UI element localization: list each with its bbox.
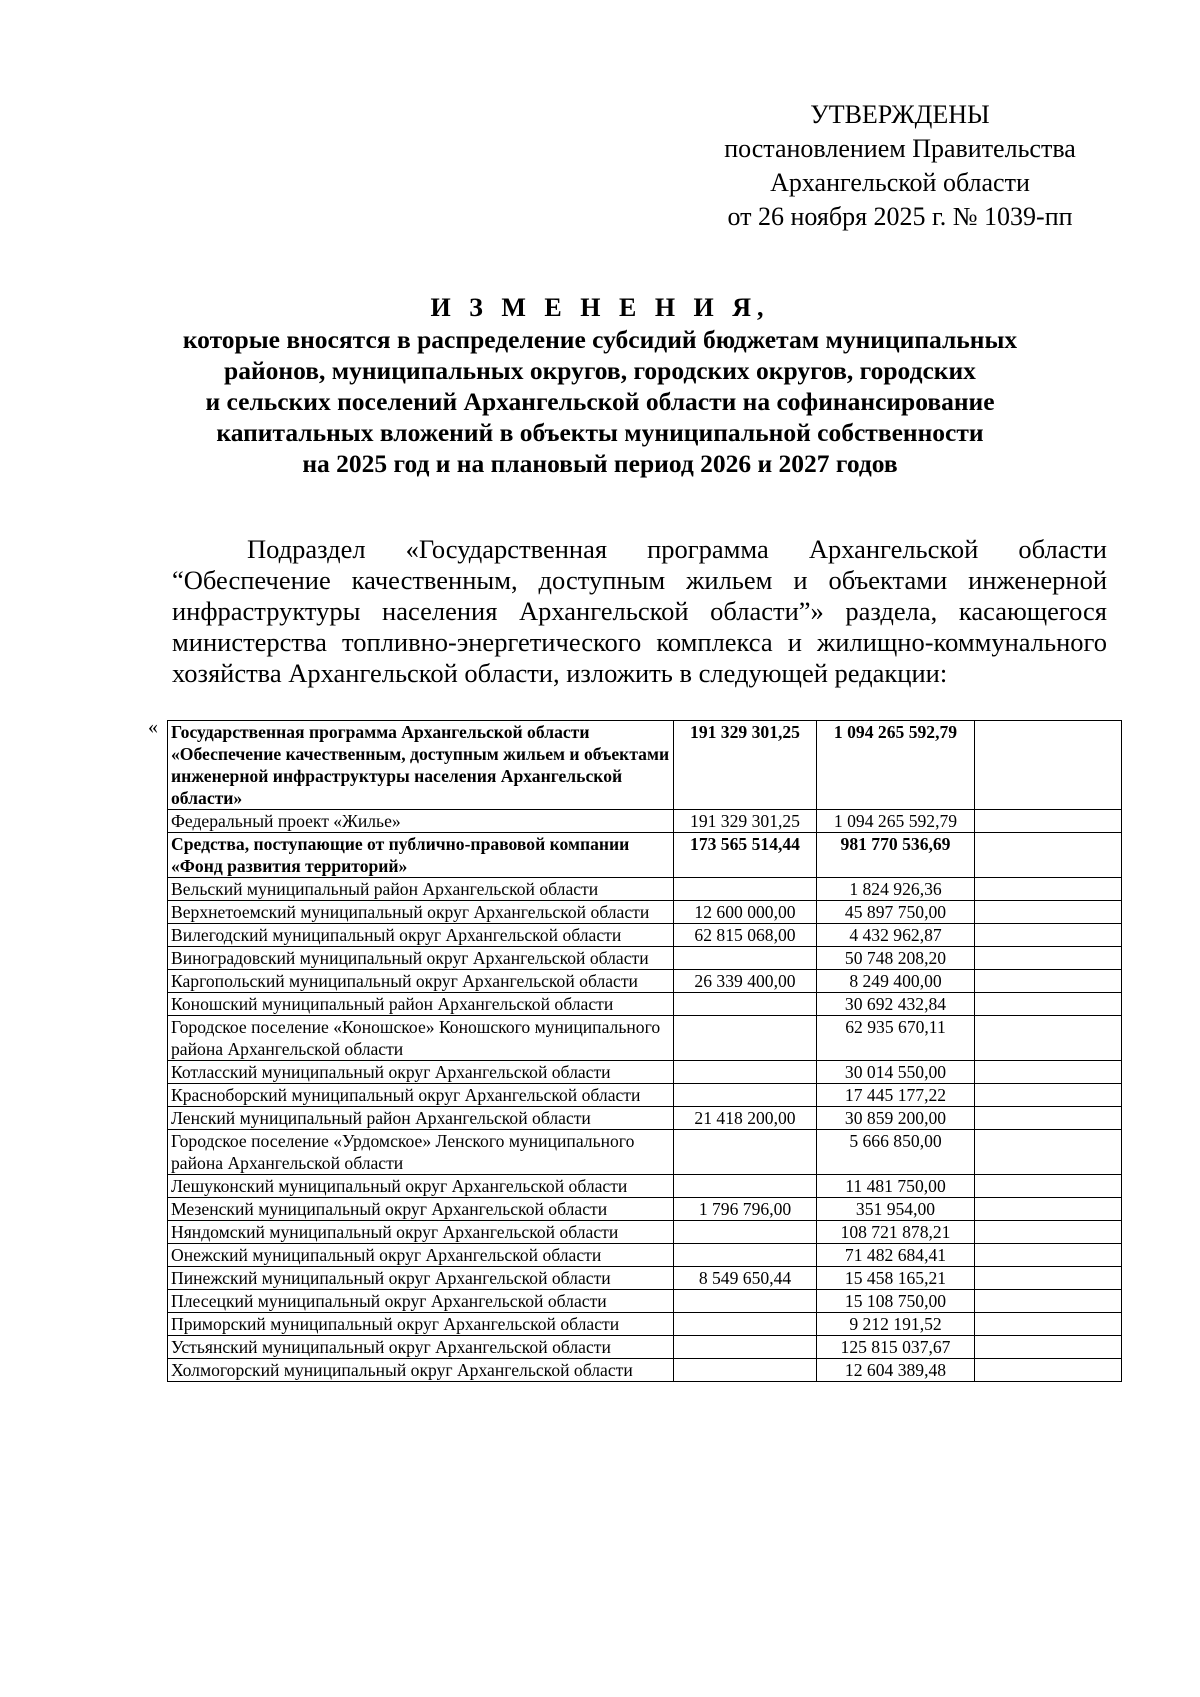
table-row <box>168 1107 1122 1130</box>
row-value-2025-cell: 62 815 068,00 <box>674 924 817 947</box>
row-value-2026-cell: 30 014 550,00 <box>817 1061 975 1084</box>
row-value-2026-cell: 15 458 165,21 <box>817 1267 975 1290</box>
row-name-cell: Устьянский муниципальный округ Архангельской области <box>168 1336 674 1359</box>
row-name-cell: Городское поселение «Коношское» Коношского муниципального района Архангельской области <box>168 1016 674 1061</box>
row-value-2027-cell <box>975 721 1122 810</box>
row-value-2027-cell <box>975 810 1122 833</box>
row-value-2025-cell: 8 549 650,44 <box>674 1267 817 1290</box>
subsidy-table <box>167 720 1122 1382</box>
row-name-cell: Пинежский муниципальный округ Архангельской области <box>168 1267 674 1290</box>
row-value-2025-cell <box>674 1130 817 1175</box>
table-row <box>168 1061 1122 1084</box>
intro-paragraph <box>172 534 1107 689</box>
row-value-2026-cell: 4 432 962,87 <box>817 924 975 947</box>
table-row <box>168 721 1122 810</box>
approval-line-3: Архангельской области <box>770 168 1030 197</box>
row-value-2026-cell: 62 935 670,11 <box>817 1016 975 1061</box>
row-name-cell: Виноградовский муниципальный округ Архангельской области <box>168 947 674 970</box>
row-name-cell: Онежский муниципальный округ Архангельской области <box>168 1244 674 1267</box>
row-name-cell: Федеральный проект «Жилье» <box>168 810 674 833</box>
row-value-2027-cell <box>975 993 1122 1016</box>
approval-stamp <box>690 98 1110 234</box>
row-name-cell: Коношский муниципальный район Архангельской области <box>168 993 674 1016</box>
row-value-2025-cell <box>674 1016 817 1061</box>
row-value-2027-cell <box>975 924 1122 947</box>
table-row <box>168 1084 1122 1107</box>
row-name-cell: Верхнетоемский муниципальный округ Архангельской области <box>168 901 674 924</box>
intro-line-1: Подраздел «Государственная программа Архангельской области <box>247 534 1107 564</box>
row-value-2026-cell: 108 721 878,21 <box>817 1221 975 1244</box>
row-value-2025-cell: 191 329 301,25 <box>674 721 817 810</box>
row-value-2025-cell <box>674 1313 817 1336</box>
row-value-2027-cell <box>975 1198 1122 1221</box>
row-value-2027-cell <box>975 1359 1122 1382</box>
table-row <box>168 924 1122 947</box>
row-name-cell: Лешуконский муниципальный округ Архангельской области <box>168 1175 674 1198</box>
intro-line-5: хозяйства Архангельской области, изложить в следующей редакции: <box>172 658 948 688</box>
row-name-cell: Котласский муниципальный округ Архангельской области <box>168 1061 674 1084</box>
table-row <box>168 1336 1122 1359</box>
row-value-2026-cell: 351 954,00 <box>817 1198 975 1221</box>
subsidy-table-body <box>168 721 1122 1382</box>
row-name-cell: Вельский муниципальный район Архангельской области <box>168 878 674 901</box>
row-value-2026-cell: 30 859 200,00 <box>817 1107 975 1130</box>
row-value-2026-cell: 1 824 926,36 <box>817 878 975 901</box>
table-row <box>168 1290 1122 1313</box>
row-value-2027-cell <box>975 1016 1122 1061</box>
row-name-cell: Приморский муниципальный округ Архангельской области <box>168 1313 674 1336</box>
row-value-2026-cell: 45 897 750,00 <box>817 901 975 924</box>
title-heading: И З М Е Н Е Н И Я, <box>430 293 770 322</box>
table-row <box>168 1221 1122 1244</box>
intro-line-3: инфраструктуры населения Архангельской области”» раздела, касающегося <box>172 596 1107 626</box>
title-line-1: которые вносятся в распределение субсидий бюджетам муниципальных <box>182 325 1018 354</box>
intro-line-2: “Обеспечение качественным, доступным жильем и объектами инженерной <box>172 565 1107 595</box>
table-row <box>168 1267 1122 1290</box>
row-value-2027-cell <box>975 1336 1122 1359</box>
row-value-2026-cell: 17 445 177,22 <box>817 1084 975 1107</box>
table-row <box>168 947 1122 970</box>
intro-line-4: министерства топливно-энергетического комплекса и жилищно-коммунального <box>172 627 1107 657</box>
row-value-2025-cell <box>674 878 817 901</box>
row-name-cell: Мезенский муниципальный округ Архангельской области <box>168 1198 674 1221</box>
document-title <box>130 292 1070 479</box>
row-name-cell: Ленский муниципальный район Архангельской области <box>168 1107 674 1130</box>
row-value-2025-cell <box>674 1359 817 1382</box>
row-value-2026-cell: 50 748 208,20 <box>817 947 975 970</box>
row-value-2025-cell: 191 329 301,25 <box>674 810 817 833</box>
table-row <box>168 993 1122 1016</box>
row-value-2027-cell <box>975 1061 1122 1084</box>
row-name-cell: Красноборский муниципальный округ Архангельской области <box>168 1084 674 1107</box>
table-row <box>168 878 1122 901</box>
row-value-2027-cell <box>975 833 1122 878</box>
row-value-2026-cell: 981 770 536,69 <box>817 833 975 878</box>
row-value-2027-cell <box>975 901 1122 924</box>
row-value-2026-cell: 9 212 191,52 <box>817 1313 975 1336</box>
row-value-2025-cell: 21 418 200,00 <box>674 1107 817 1130</box>
row-value-2027-cell <box>975 1244 1122 1267</box>
approval-line-1: УТВЕРЖДЕНЫ <box>810 100 990 129</box>
row-value-2025-cell: 12 600 000,00 <box>674 901 817 924</box>
row-value-2026-cell: 12 604 389,48 <box>817 1359 975 1382</box>
row-name-cell: Плесецкий муниципальный округ Архангельской области <box>168 1290 674 1313</box>
row-value-2027-cell <box>975 1313 1122 1336</box>
row-value-2026-cell: 1 094 265 592,79 <box>817 810 975 833</box>
row-value-2025-cell <box>674 1244 817 1267</box>
row-value-2027-cell <box>975 1221 1122 1244</box>
row-name-cell: Городское поселение «Урдомское» Ленского муниципального района Архангельской области <box>168 1130 674 1175</box>
row-name-cell: Няндомский муниципальный округ Архангельской области <box>168 1221 674 1244</box>
table-row <box>168 1244 1122 1267</box>
table-row <box>168 970 1122 993</box>
row-value-2025-cell <box>674 947 817 970</box>
title-line-3: и сельских поселений Архангельской области на софинансирование <box>205 387 995 416</box>
row-value-2025-cell <box>674 1175 817 1198</box>
row-value-2025-cell <box>674 1336 817 1359</box>
row-name-cell: Государственная программа Архангельской области «Обеспечение качественным, доступным жильем и объектами инженерной инфраструктуры населения Архангельской области» <box>168 721 674 810</box>
table-row <box>168 1313 1122 1336</box>
table-row <box>168 810 1122 833</box>
row-value-2027-cell <box>975 1175 1122 1198</box>
row-value-2027-cell <box>975 1267 1122 1290</box>
row-value-2025-cell <box>674 1084 817 1107</box>
row-value-2026-cell: 125 815 037,67 <box>817 1336 975 1359</box>
row-name-cell: Холмогорский муниципальный округ Архангельской области <box>168 1359 674 1382</box>
row-value-2027-cell <box>975 1084 1122 1107</box>
opening-quote-mark: « <box>148 716 158 738</box>
row-value-2026-cell: 5 666 850,00 <box>817 1130 975 1175</box>
row-value-2026-cell: 30 692 432,84 <box>817 993 975 1016</box>
row-value-2025-cell <box>674 1061 817 1084</box>
approval-line-4: от 26 ноября 2025 г. № 1039-пп <box>727 202 1073 231</box>
row-value-2025-cell <box>674 1290 817 1313</box>
row-value-2026-cell: 1 094 265 592,79 <box>817 721 975 810</box>
row-value-2027-cell <box>975 878 1122 901</box>
row-value-2027-cell <box>975 1290 1122 1313</box>
title-line-4: капитальных вложений в объекты муниципальной собственности <box>216 418 984 447</box>
row-value-2025-cell <box>674 1221 817 1244</box>
row-value-2027-cell <box>975 970 1122 993</box>
table-row <box>168 1016 1122 1061</box>
row-name-cell: Средства, поступающие от публично-правовой компании «Фонд развития территорий» <box>168 833 674 878</box>
row-value-2025-cell: 173 565 514,44 <box>674 833 817 878</box>
row-value-2026-cell: 11 481 750,00 <box>817 1175 975 1198</box>
row-name-cell: Каргопольский муниципальный округ Архангельской области <box>168 970 674 993</box>
row-value-2027-cell <box>975 947 1122 970</box>
row-value-2027-cell <box>975 1130 1122 1175</box>
row-value-2025-cell: 1 796 796,00 <box>674 1198 817 1221</box>
table-row <box>168 1130 1122 1175</box>
table-row <box>168 1198 1122 1221</box>
row-value-2026-cell: 71 482 684,41 <box>817 1244 975 1267</box>
row-value-2026-cell: 8 249 400,00 <box>817 970 975 993</box>
table-row <box>168 901 1122 924</box>
table-row <box>168 1359 1122 1382</box>
row-name-cell: Вилегодский муниципальный округ Архангельской области <box>168 924 674 947</box>
row-value-2025-cell: 26 339 400,00 <box>674 970 817 993</box>
table-row <box>168 1175 1122 1198</box>
approval-line-2: постановлением Правительства <box>724 134 1076 163</box>
title-line-5: на 2025 год и на плановый период 2026 и 2027 годов <box>302 449 898 478</box>
table-row <box>168 833 1122 878</box>
row-value-2026-cell: 15 108 750,00 <box>817 1290 975 1313</box>
row-value-2027-cell <box>975 1107 1122 1130</box>
title-line-2: районов, муниципальных округов, городских округов, городских <box>224 356 976 385</box>
row-value-2025-cell <box>674 993 817 1016</box>
